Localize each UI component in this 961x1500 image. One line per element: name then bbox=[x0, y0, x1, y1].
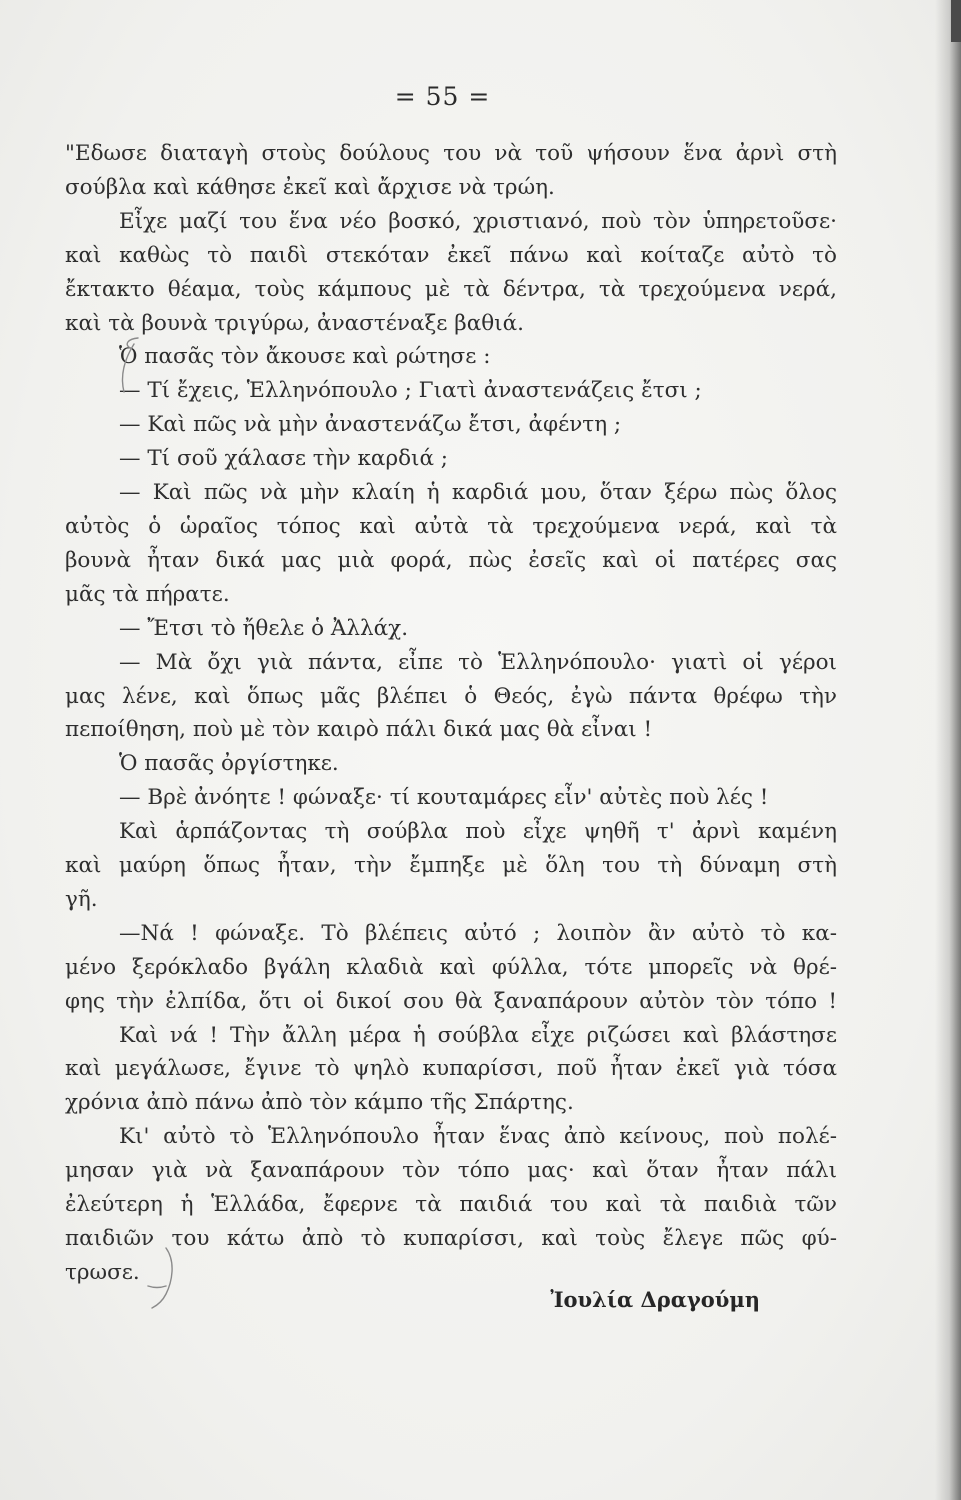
text-line: σούβλα καὶ κάθησε ἐκεῖ καὶ ἄρχισε νὰ τρώη. bbox=[65, 174, 555, 200]
author-signature: Ἰουλία Δραγούμη bbox=[550, 1287, 760, 1312]
text-line: ἔκτακτο θέαμα, τοὺς κάμπους μὲ τὰ δέντρα, τὰ τρεχούμενα νερά, bbox=[65, 276, 837, 302]
text-line: παιδιῶν του κάτω ἀπὸ τὸ κυπαρίσσι, καὶ τοὺς ἔλεγε πῶς φύ- bbox=[65, 1226, 837, 1251]
text-line: — Βρὲ ἀνόητε ! φώναξε· τί κουταμάρες εἶν' αὐτὲς ποὺ λές ! bbox=[119, 785, 769, 811]
text-line: Ὁ πασᾶς τὸν ἄκουσε καὶ ρώτησε : bbox=[119, 344, 491, 370]
page-edge-shadow bbox=[935, 0, 961, 1500]
text-line: "Εδωσε διαταγὴ στοὺς δούλους του νὰ τοῦ ψήσουν ἕνα ἀρνὶ στὴ bbox=[65, 141, 837, 166]
text-line: Εἶχε μαζί του ἕνα νέο βοσκό, χριστιανό, ποὺ τὸν ὑπηρετοῦσε· bbox=[119, 208, 837, 234]
text-line: αὐτὸς ὁ ὡραῖος τόπος καὶ αὐτὰ τὰ τρεχούμενα νερά, καὶ τὰ bbox=[65, 513, 837, 539]
text-line: καὶ τὰ βουνὰ τριγύρω, ἀναστέναξε βαθιά. bbox=[65, 310, 524, 336]
text-line: — Τί ἔχεις, Ἑλληνόπουλο ; Γιατὶ ἀναστενάζεις ἔτσι ; bbox=[119, 378, 702, 404]
text-line: γῆ. bbox=[65, 886, 98, 912]
body-text bbox=[65, 137, 837, 1290]
text-line: καὶ μαύρη ὅπως ἦταν, τὴν ἔμπηξε μὲ ὅλη του τὴ δύναμη στὴ bbox=[65, 853, 837, 879]
text-line: καὶ καθὼς τὸ παιδὶ στεκόταν ἐκεῖ πάνω καὶ κοίταζε αὐτὸ τὸ bbox=[65, 242, 837, 268]
text-line: βουνὰ ἦταν δικά μας μιὰ φορά, πὼς ἐσεῖς καὶ οἱ πατέρες σας bbox=[65, 547, 837, 573]
text-line: — Τί σοῦ χάλασε τὴν καρδιά ; bbox=[119, 446, 449, 472]
text-line: —Νά ! φώναξε. Τὸ βλέπεις αὐτό ; λοιπὸν ἂν αὐτὸ τὸ κα- bbox=[119, 920, 837, 946]
text-line: μας λένε, καὶ ὅπως μᾶς βλέπει ὁ Θεός, ἐγὼ πάντα θρέφω τὴν bbox=[65, 683, 837, 709]
scan-corner-mark bbox=[951, 0, 961, 42]
text-line: Καὶ ἁρπάζοντας τὴ σούβλα ποὺ εἶχε ψηθῆ τ' ἀρνὶ καμένη bbox=[119, 819, 837, 845]
text-line: μησαν γιὰ νὰ ξαναπάρουν τὸν τόπο μας· καὶ ὅταν ἦταν πάλι bbox=[65, 1158, 837, 1184]
text-line: — Καὶ πῶς νὰ μὴν ἀναστενάζω ἔτσι, ἀφέντη ; bbox=[119, 412, 622, 438]
text-line: καὶ μεγάλωσε, ἔγινε τὸ ψηλὸ κυπαρίσσι, ποῦ ἦταν ἐκεῖ γιὰ τόσα bbox=[65, 1056, 837, 1082]
text-line: ἐλεύτερη ἡ Ἑλλάδα, ἔφερνε τὰ παιδιά του καὶ τὰ παιδιὰ τῶν bbox=[65, 1192, 837, 1218]
text-line: τρωσε. bbox=[65, 1259, 140, 1285]
text-line: — Καὶ πῶς νὰ μὴν κλαίη ἡ καρδιά μου, ὅταν ξέρω πὼς ὅλος bbox=[119, 480, 837, 506]
text-line: Κι' αὐτὸ τὸ Ἑλληνόπουλο ἦταν ἕνας ἀπὸ κείνους, ποὺ πολέ- bbox=[119, 1124, 837, 1150]
text-line: μᾶς τὰ πήρατε. bbox=[65, 581, 230, 607]
text-line: — Μὰ ὄχι γιὰ πάντα, εἶπε τὸ Ἑλληνόπουλο· γιατὶ οἱ γέροι bbox=[119, 649, 837, 675]
text-line: χρόνια ἀπὸ πάνω ἀπὸ τὸν κάμπο τῆς Σπάρτης. bbox=[65, 1090, 574, 1116]
page-number: = 55 = bbox=[394, 82, 491, 111]
text-line: Καὶ νά ! Τὴν ἄλλη μέρα ἡ σούβλα εἶχε ριζώσει καὶ βλάστησε bbox=[119, 1022, 837, 1048]
text-line: φης τὴν ἐλπίδα, ὅτι οἱ δικοί σου θὰ ξαναπάρουν αὐτὸν τὸν τόπο ! bbox=[65, 988, 837, 1014]
text-line: πεποίθηση, ποὺ μὲ τὸν καιρὸ πάλι δικά μας θὰ εἶναι ! bbox=[65, 717, 653, 743]
text-line: — Ἔτσι τὸ ἤθελε ὁ Ἀλλάχ. bbox=[119, 615, 409, 641]
text-line: Ὁ πασᾶς ὀργίστηκε. bbox=[119, 751, 339, 777]
text-line: μένο ξερόκλαδο βγάλη κλαδιὰ καὶ φύλλα, τότε μπορεῖς νὰ θρέ- bbox=[65, 954, 837, 980]
